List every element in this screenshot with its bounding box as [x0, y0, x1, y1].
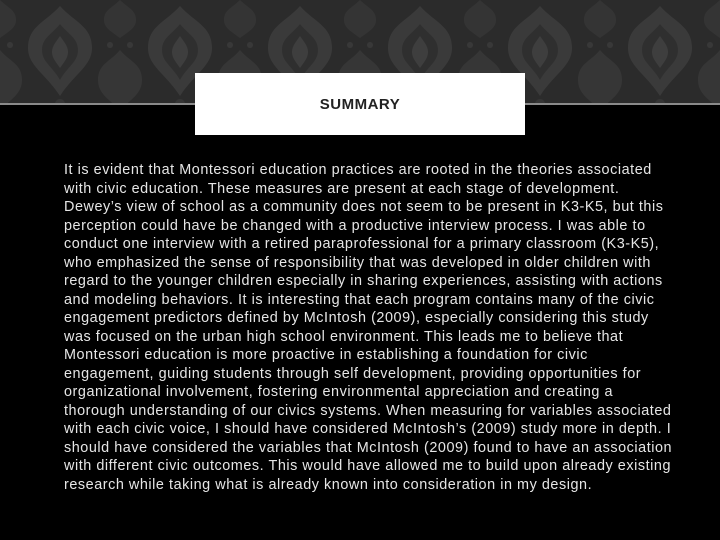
slide-title: SUMMARY [319, 95, 401, 113]
slide-body-text: It is evident that Montessori education practices are rooted in the theories associated with civic education. These measures are present at each stage of development. Dewey’s view of school as a community does not seem to be present in K3-K5, but this perception could have be changed with a productive interview process. I was able to conduct one interview with a retired paraprofessional for a primary classroom (K3-K5), who emphasized the sense of responsibility that was developed in older children with regard to the younger children especially in sharing experiences, assisting with actions and modeling behaviors. It is interesting that each program contains many of the civic engagement predictors defined by McIntosh (2009), especially considering this study was focused on the urban high school environment. This leads me to believe that Montessori education is more proactive in establishing a foundation for civic engagement, guiding students through self development, providing opportunities for organizational involvement, fostering environmental appreciation and creating a thorough understanding of our civics systems. When measuring for variables associated with each civic voice, I should have considered McIntosh’s (2009) study more in depth. I should have considered the variables that McIntosh (2009) found to have an association with different civic outcomes. This would have allowed me to build upon already existing research while taking what is already known into consideration in my design. [64, 162, 673, 493]
title-box [195, 73, 525, 135]
